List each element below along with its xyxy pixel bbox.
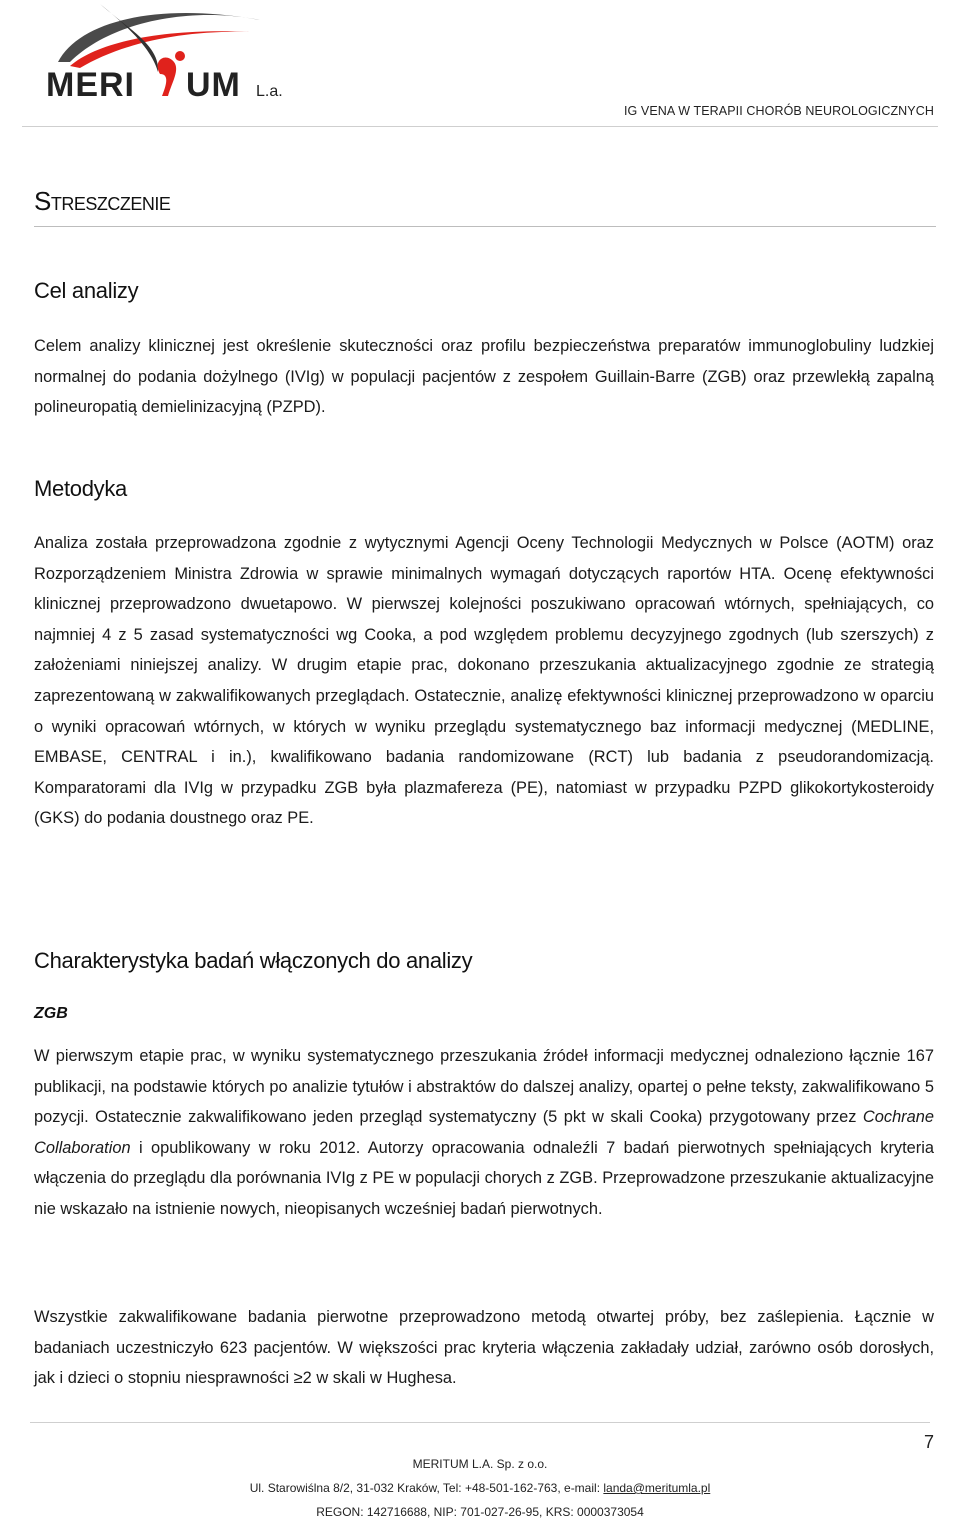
logo-suffix: L.a. — [256, 83, 283, 100]
footer-address — [0, 1481, 960, 1495]
logo-text-main: MERI — [46, 66, 135, 104]
paragraph-zgb-1-part-a: W pierwszym etapie prac, w wyniku systematycznego przeszukania źródeł informacji medycznej odnaleziono łącznie 167 publikacji, na podstawie których po analizie tytułów i abstraktów do dalszej analizy, opartej o pełne teksty, zakwalifikowano 5 pozycji. Ostatecznie zakwalifikowano jeden przegląd systematyczny (5 pkt w skali Cooka) przygotowany przez — [34, 1047, 934, 1127]
running-title: IG VENA W TERAPII CHORÓB NEUROLOGICZNYCH — [623, 104, 934, 118]
logo-text-main2: UM — [186, 66, 241, 104]
header-divider — [22, 126, 938, 127]
footer-registry: REGON: 142716688, NIP: 701-027-26-95, KRS: 0000373054 — [316, 1505, 644, 1519]
heading-cel-analizy: Cel analizy — [34, 278, 139, 303]
footer-address-text: Ul. Starowiślna 8/2, 31-032 Kraków, Tel: +48-501-162-763, e-mail: — [249, 1481, 604, 1495]
footer-divider — [30, 1422, 930, 1423]
page-title: Streszczenie — [34, 186, 171, 216]
logo-figure-head — [175, 51, 185, 61]
footer-email-link[interactable]: landa@meritumla.pl — [603, 1481, 711, 1495]
subheading-zgb: ZGB — [34, 1005, 68, 1022]
footer-company: MERITUM L.A. Sp. z o.o. — [412, 1457, 548, 1471]
paragraph-metodyka: Analiza została przeprowadzona zgodnie z wytycznymi Agencji Oceny Technologii Medycznych w Polsce (AOTM) oraz Rozporządzeniem Ministra Zdrowia w sprawie minimalnych wymagań dotyczących raportów HTA. Ocenę efektywności klinicznej przeprowadzono dwuetapowo. W pierwszej kolejności poszukiwano opracowań wtórnych, spełniających, co najmniej 4 z 5 zasad systematyczności wg Cooka, a pod względem problemu decyzyjnego zgodnych (lub szerszych) z założeniami niniejszej analizy. W drugim etapie prac, dokonano przeszukania aktualizacyjnego zgodnie ze strategią zaprezentowaną w zakwalifikowanych przeglądach. Ostatecznie, analizę efektywności klinicznej przeprowadzono w oparciu o wyniki opracowań wtórnych, w których w wyniku przeglądu systematycznego baz informacji medycznej (MEDLINE, EMBASE, CENTRAL i in.), kwalifikowano badania randomizowane (RCT) lub badania z pseudorandomizacją. Komparatorami dla IVIg w przypadku ZGB była plazmafereza (PE), natomiast w przypadku PZPD glikokortykosteroidy (GKS) do podania doustnego oraz PE. — [34, 534, 934, 828]
page-number: 7 — [923, 1432, 934, 1452]
logo-figure — [158, 58, 177, 96]
paragraph-zgb-2: Wszystkie zakwalifikowane badania pierwotne przeprowadzono metodą otwartej próby, bez zaślepienia. Łącznie w badaniach uczestniczyło 623 pacjentów. W większości prac kryteria włączenia zakładały udział, zarówno osób dorosłych, jak i dzieci o stopniu niesprawności ≥2 w skali w Hughesa. — [34, 1308, 934, 1388]
cochrane-emphasis: Cochrane Collaboration — [34, 1108, 934, 1157]
paragraph-cel-analizy: Celem analizy klinicznej jest określenie skuteczności oraz profilu bezpieczeństwa preparatów immunoglobuliny ludzkiej normalnej do podania dożylnego (IVIg) w populacji pacjentów z zespołem Guillain-Barre (ZGB) oraz przewlekłą zapalną polineuropatią demielinizacyjną (PZPD). — [34, 337, 934, 417]
meritum-logo — [40, 0, 310, 108]
heading-charakterystyka: Charakterystyka badań włączonych do analizy — [34, 948, 473, 973]
heading-metodyka: Metodyka — [34, 476, 127, 501]
title-divider — [34, 226, 936, 227]
paragraph-zgb-1 — [34, 1041, 934, 1225]
paragraph-zgb-1-part-b: i opublikowany w roku 2012. Autorzy opracowania odnaleźli 7 badań pierwotnych spełniających kryteria włączenia do przeglądu dla porównania IVIg z PE w populacji chorych z ZGB. Przeprowadzone przeszukanie aktualizacyjne nie wskazało na istnienie nowych, nieopisanych wcześniej badań pierwotnych. — [34, 1138, 934, 1218]
